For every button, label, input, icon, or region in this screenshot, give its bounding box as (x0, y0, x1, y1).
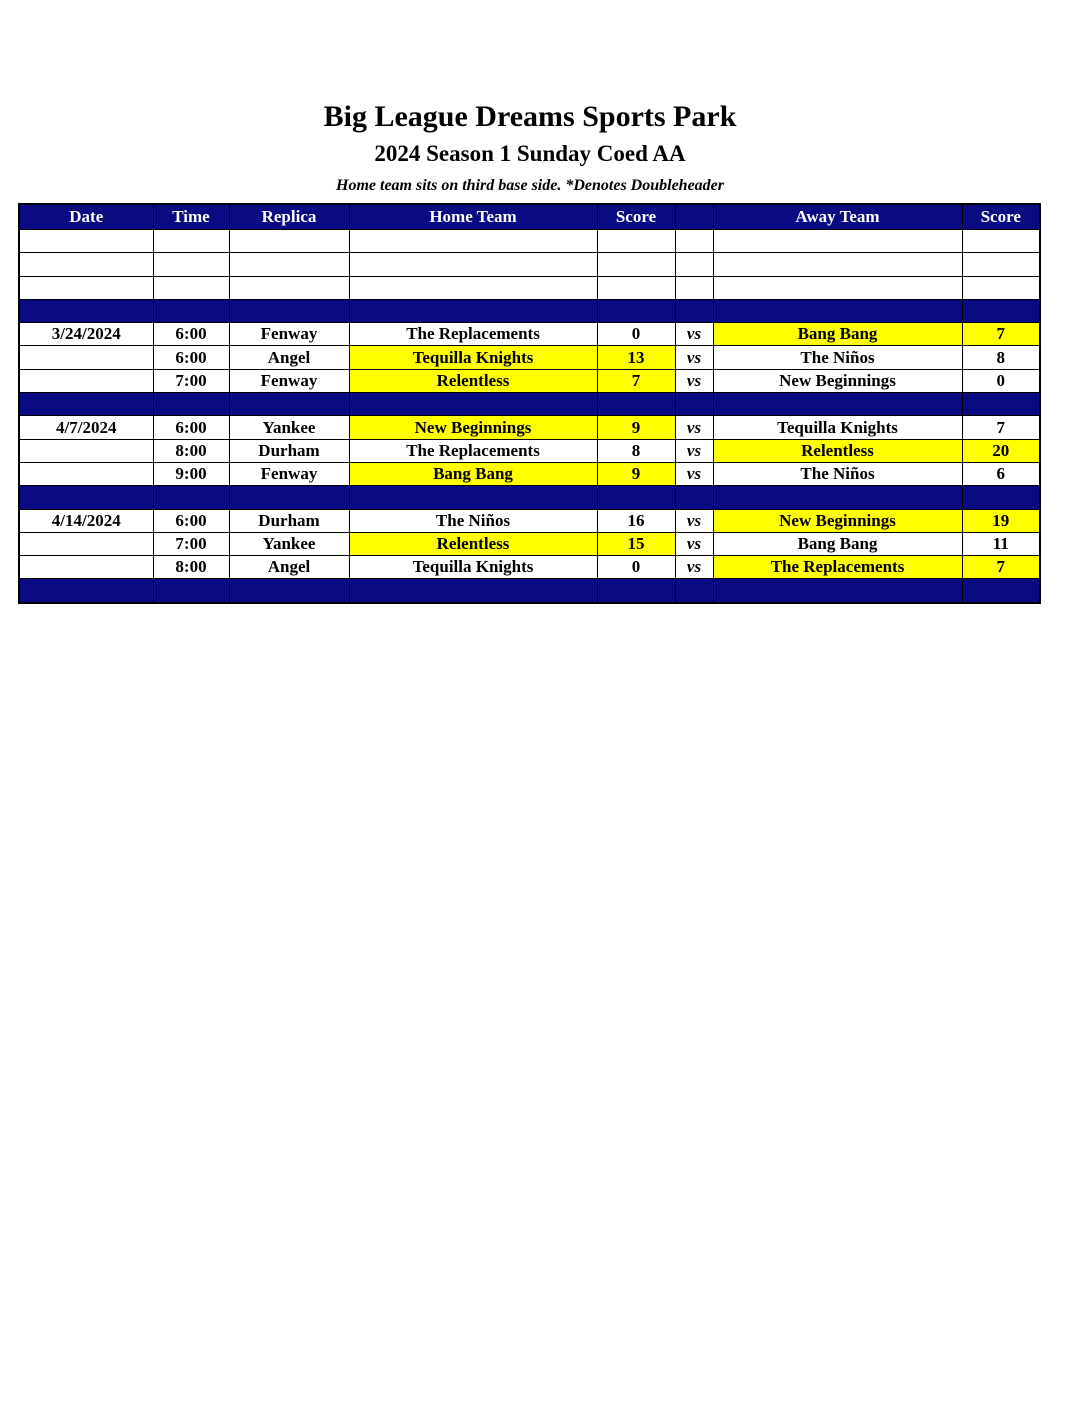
game-date (19, 346, 153, 369)
game-field: Fenway (229, 462, 349, 485)
vs-label: vs (675, 369, 713, 392)
game-field: Angel (229, 346, 349, 369)
separator-cell (597, 486, 675, 509)
game-row (19, 323, 1040, 346)
game-time: 7:00 (153, 532, 229, 555)
game-date: 4/7/2024 (19, 416, 153, 439)
away-score: 19 (962, 509, 1040, 532)
separator-cell (675, 299, 713, 322)
col-date: Date (19, 204, 153, 230)
game-row (19, 532, 1040, 555)
empty-cell (229, 230, 349, 253)
separator-cell (713, 579, 962, 603)
away-score: 0 (962, 369, 1040, 392)
vs-label: vs (675, 532, 713, 555)
separator-cell (597, 299, 675, 322)
schedule-body (19, 230, 1040, 603)
vs-label: vs (675, 509, 713, 532)
game-time: 6:00 (153, 323, 229, 346)
home-team: Relentless (349, 532, 597, 555)
game-field: Yankee (229, 416, 349, 439)
empty-cell (153, 276, 229, 299)
separator-cell (19, 299, 153, 322)
home-score: 0 (597, 323, 675, 346)
home-team: The Replacements (349, 439, 597, 462)
separator-row (19, 299, 1040, 322)
vs-label: vs (675, 416, 713, 439)
separator-cell (349, 579, 597, 603)
game-time: 9:00 (153, 462, 229, 485)
col-vs (675, 204, 713, 230)
empty-cell (597, 230, 675, 253)
page-title: Big League Dreams Sports Park (323, 100, 737, 133)
away-team: The Niños (713, 346, 962, 369)
empty-cell (713, 276, 962, 299)
game-date: 3/24/2024 (19, 323, 153, 346)
home-score: 9 (597, 416, 675, 439)
home-score: 7 (597, 369, 675, 392)
away-team: Relentless (713, 439, 962, 462)
game-field: Fenway (229, 369, 349, 392)
vs-label: vs (675, 346, 713, 369)
game-field: Durham (229, 509, 349, 532)
separator-cell (597, 579, 675, 603)
empty-cell (713, 230, 962, 253)
home-score: 15 (597, 532, 675, 555)
empty-cell (962, 230, 1040, 253)
empty-cell (962, 276, 1040, 299)
empty-cell (597, 276, 675, 299)
separator-cell (229, 393, 349, 416)
separator-cell (713, 393, 962, 416)
schedule-table (18, 203, 1041, 604)
away-score: 7 (962, 323, 1040, 346)
game-row (19, 462, 1040, 485)
game-time: 6:00 (153, 416, 229, 439)
home-score: 0 (597, 556, 675, 579)
home-team: Bang Bang (349, 462, 597, 485)
vs-label: vs (675, 462, 713, 485)
separator-cell (19, 579, 153, 603)
separator-cell (229, 299, 349, 322)
separator-cell (153, 486, 229, 509)
separator-cell (19, 393, 153, 416)
separator-cell (675, 486, 713, 509)
game-time: 7:00 (153, 369, 229, 392)
away-score: 7 (962, 416, 1040, 439)
game-row (19, 509, 1040, 532)
game-field: Fenway (229, 323, 349, 346)
separator-cell (675, 579, 713, 603)
home-score: 13 (597, 346, 675, 369)
away-team: Bang Bang (713, 532, 962, 555)
separator-cell (713, 486, 962, 509)
separator-cell (229, 486, 349, 509)
vs-label: vs (675, 556, 713, 579)
game-row (19, 556, 1040, 579)
home-team: Tequilla Knights (349, 556, 597, 579)
game-field: Angel (229, 556, 349, 579)
separator-row (19, 393, 1040, 416)
away-team: New Beginnings (713, 369, 962, 392)
col-home-team: Home Team (349, 204, 597, 230)
game-row (19, 416, 1040, 439)
home-score: 9 (597, 462, 675, 485)
away-score: 7 (962, 556, 1040, 579)
home-team: The Replacements (349, 323, 597, 346)
game-row (19, 346, 1040, 369)
home-team: The Niños (349, 509, 597, 532)
away-team: The Niños (713, 462, 962, 485)
game-date (19, 462, 153, 485)
game-field: Yankee (229, 532, 349, 555)
away-score: 6 (962, 462, 1040, 485)
vs-label: vs (675, 323, 713, 346)
separator-cell (675, 393, 713, 416)
separator-cell (962, 579, 1040, 603)
empty-cell (153, 253, 229, 276)
away-score: 11 (962, 532, 1040, 555)
separator-cell (962, 393, 1040, 416)
separator-cell (349, 393, 597, 416)
game-time: 8:00 (153, 439, 229, 462)
game-field: Durham (229, 439, 349, 462)
game-date (19, 439, 153, 462)
game-date (19, 369, 153, 392)
col-time: Time (153, 204, 229, 230)
game-time: 6:00 (153, 509, 229, 532)
separator-cell (153, 393, 229, 416)
vs-label: vs (675, 439, 713, 462)
schedule-note: Home team sits on third base side. *Denotes Doubleheader (336, 177, 724, 194)
away-score: 8 (962, 346, 1040, 369)
empty-cell (675, 253, 713, 276)
col-replica: Replica (229, 204, 349, 230)
empty-cell (229, 276, 349, 299)
away-score: 20 (962, 439, 1040, 462)
empty-cell (19, 230, 153, 253)
col-away-score: Score (962, 204, 1040, 230)
game-date (19, 532, 153, 555)
separator-cell (962, 299, 1040, 322)
home-team: Relentless (349, 369, 597, 392)
separator-cell (597, 393, 675, 416)
separator-cell (229, 579, 349, 603)
empty-cell (19, 276, 153, 299)
empty-cell (229, 253, 349, 276)
game-date (19, 556, 153, 579)
away-team: Bang Bang (713, 323, 962, 346)
home-team: Tequilla Knights (349, 346, 597, 369)
col-home-score: Score (597, 204, 675, 230)
empty-cell (349, 253, 597, 276)
home-team: New Beginnings (349, 416, 597, 439)
away-team: Tequilla Knights (713, 416, 962, 439)
game-time: 8:00 (153, 556, 229, 579)
separator-cell (19, 486, 153, 509)
header-row (19, 204, 1040, 230)
empty-row (19, 253, 1040, 276)
empty-cell (349, 230, 597, 253)
separator-row (19, 579, 1040, 603)
game-row (19, 369, 1040, 392)
empty-cell (962, 253, 1040, 276)
empty-cell (597, 253, 675, 276)
empty-row (19, 230, 1040, 253)
empty-cell (675, 230, 713, 253)
game-time: 6:00 (153, 346, 229, 369)
home-score: 8 (597, 439, 675, 462)
separator-cell (349, 299, 597, 322)
away-team: The Replacements (713, 556, 962, 579)
empty-cell (153, 230, 229, 253)
separator-cell (153, 299, 229, 322)
empty-cell (19, 253, 153, 276)
home-score: 16 (597, 509, 675, 532)
empty-cell (713, 253, 962, 276)
game-date: 4/14/2024 (19, 509, 153, 532)
empty-cell (349, 276, 597, 299)
col-away-team: Away Team (713, 204, 962, 230)
empty-cell (675, 276, 713, 299)
game-row (19, 439, 1040, 462)
separator-cell (349, 486, 597, 509)
separator-cell (153, 579, 229, 603)
empty-row (19, 276, 1040, 299)
separator-cell (962, 486, 1040, 509)
away-team: New Beginnings (713, 509, 962, 532)
separator-row (19, 486, 1040, 509)
separator-cell (713, 299, 962, 322)
page-subtitle: 2024 Season 1 Sunday Coed AA (374, 141, 686, 166)
